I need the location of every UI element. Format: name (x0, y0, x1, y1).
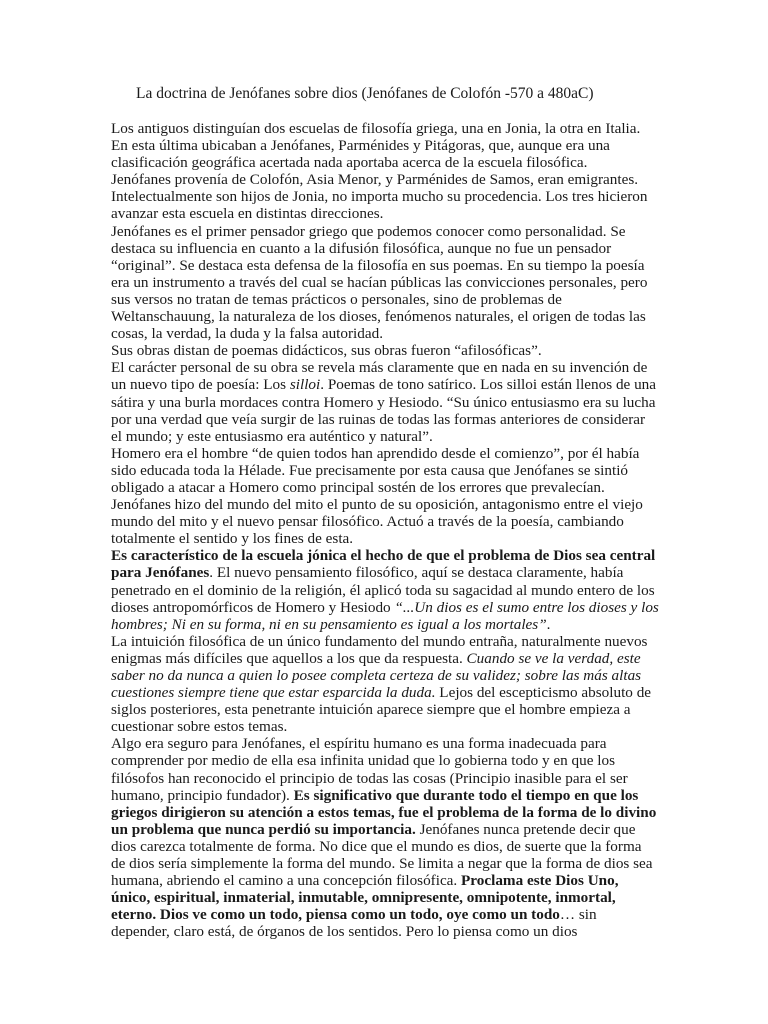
text-run: Lejos del escepticismo absoluto de siglos posteriores, esta penetrante intuición aparece siempre que el hombre empieza a cuestionar sobre estos temas. (111, 684, 652, 736)
paragraph (111, 735, 659, 940)
text-run: Jenófanes nunca pretende decir que dios carezca totalmente de forma. No dice que el mundo es dios, de suerte que la forma de dios sería simplemente la forma del mundo. Se limita a negar que la forma de dios sea humana, abriendo el camino a una concepción filosófica. (111, 820, 653, 890)
text-run: . Poemas de tono satírico. Los silloi están llenos de una sátira y una burla mordaces contra Homero y Hesiodo. “Su único entusiasmo era su lucha por una verdad que veía surgir de las ruinas de todas las formas anteriores de considerar el mundo; y este entusiasmo era auténtico y natural”. (111, 376, 657, 445)
text-run: Cuando se ve la verdad, este saber no da nunca a quien lo posee completa certeza de su validez; sobre las más altas cuestiones siempre tiene que estar esparcida la duda. (111, 649, 642, 702)
text-run: silloi (289, 376, 321, 394)
paragraph (111, 359, 659, 444)
text-run: Los antiguos distinguían dos escuelas de filosofía griega, una en Jonia, la otra en Italia. En esta última ubicaban a Jenófanes, Parménides y Pitágoras, que, aunque era una clasificación geográfica acertada nada aportaba acerca de la escuela filosófica. (111, 120, 641, 172)
paragraph (111, 633, 659, 736)
text-run: La intuición filosófica de un único fundamento del mundo entraña, naturalmente nuevos enigmas más difíciles que aquellos a los que da respuesta. (111, 632, 648, 667)
text-run: . (546, 615, 551, 633)
text-run: . El nuevo pensamiento filosófico, aquí se destaca claramente, había penetrado en el dominio de la religión, él aplicó toda su sagacidad al mundo entero de los dioses antropomórficos de Homero y Hesiodo (111, 564, 655, 616)
paragraph (111, 223, 659, 343)
paragraph (111, 171, 659, 222)
text-run: “...Un dios es el sumo entre los dioses y los hombres; Ni en su forma, ni en su pensamiento es igual a los mortales” (111, 598, 659, 633)
text-run: Sus obras distan de poemas didácticos, sus obras fueron “afilosóficas”. (111, 342, 542, 360)
text-run: Algo era seguro para Jenófanes, el espíritu humano es una forma inadecuada para comprender por medio de ella esa infinita unidad que lo gobierna todo y en que los filósofos han reconocido el principio de todas las cosas (Principio inasible para el ser humano, principio fundador). (111, 735, 628, 804)
text-run: … sin depender, claro está, de órganos de los sentidos. Pero lo piensa como un dios (111, 906, 597, 941)
paragraph (111, 547, 659, 632)
paragraph (111, 342, 659, 359)
text-run: Jenófanes provenía de Colofón, Asia Menor, y Parménides de Samos, eran emigrantes. Intelectualmente son hijos de Jonia, no importa mucho su procedencia. Los tres hicieron avanzar esta escuela en distintas direcciones. (111, 171, 648, 223)
paragraph (111, 445, 659, 548)
text-run: Es característico de la escuela jónica el hecho de que el problema de Dios sea central para Jenófanes (111, 547, 656, 582)
text-run: Jenófanes es el primer pensador griego que podemos conocer como personalidad. Se destaca su influencia en cuanto a la difusión filosófica, aunque no fue un pensador “original”. Se destaca esta defensa de la filosofía en sus poemas. En su tiempo la poesía era un instrumento a través del cual se hacían públicas las convicciones personales, pero sus versos no tratan de temas prácticos o personales, sino de problemas de Weltanschauung, la naturaleza de los dioses, fenómenos naturales, el origen de todas las cosas, la verdad, la duda y la falsa autoridad. (111, 222, 648, 343)
document-body (111, 120, 659, 941)
text-run: Homero era el hombre “de quien todos han aprendido desde el comienzo”, por él había sido educada toda la Hélade. Fue precisamente por esta causa que Jenófanes se sintió obligado a atacar a Homero como principal sostén de los errores que prevalecían. Jenófanes hizo del mundo del mito el punto de su oposición, antagonismo entre el viejo mundo del mito y el nuevo pensar filosófico. Actuó a través de la poesía, cambiando totalmente el sentido y los fines de esta. (111, 444, 643, 548)
text-run: El carácter personal de su obra se revela más claramente que en nada en su invención de un nuevo tipo de poesía: Los (111, 359, 648, 394)
text-run: Es significativo que durante todo el tiempo en que los griegos dirigieron su atención a estos temas, fue el problema de la forma de lo divino un problema que nunca perdió su importancia. (111, 786, 657, 838)
document-title: La doctrina de Jenófanes sobre dios (Jenófanes de Colofón -570 a 480aC) (136, 85, 594, 102)
paragraph (111, 120, 659, 171)
text-run: Proclama este Dios Uno, único, espiritual, inmaterial, inmutable, omnipresente, omnipotente, inmortal, eterno. Dios ve como un todo, piensa como un todo, oye como un todo (111, 872, 619, 924)
